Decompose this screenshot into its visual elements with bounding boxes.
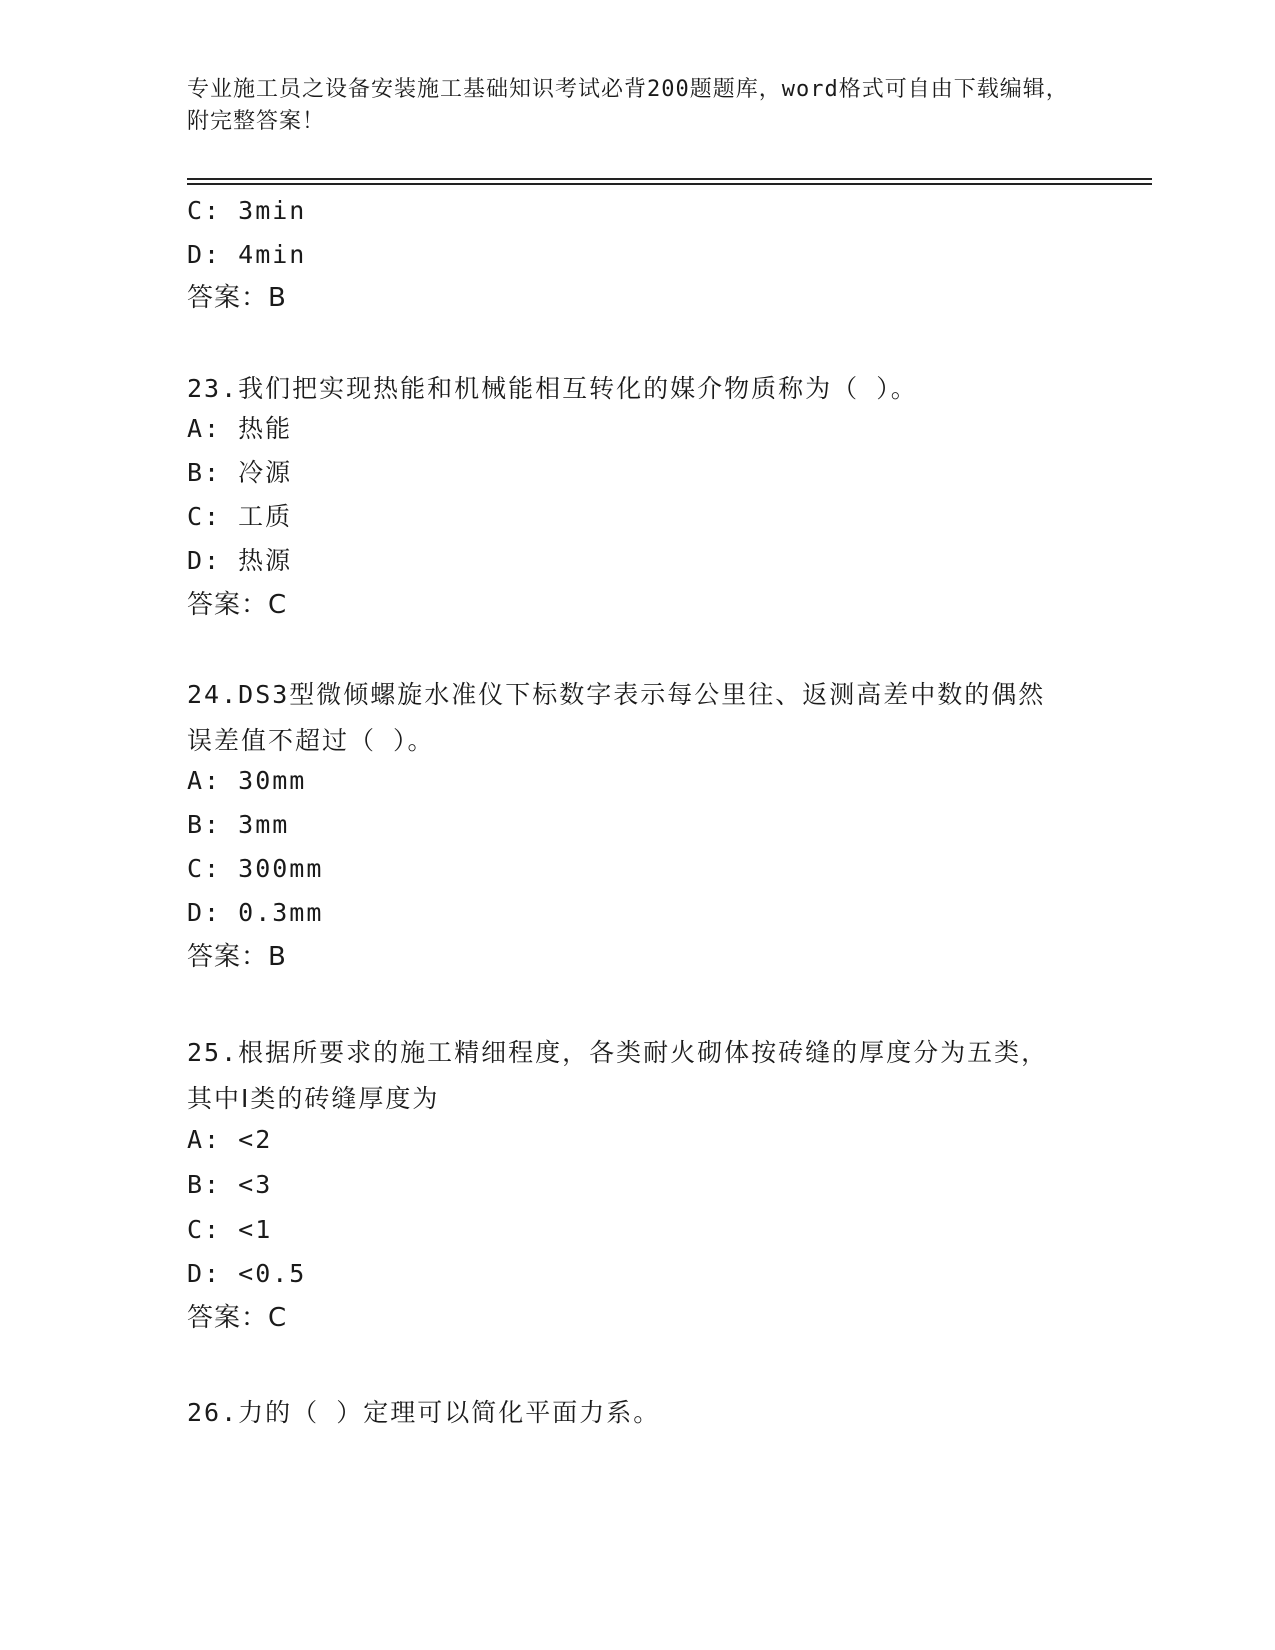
option-b: B: 冷源 — [187, 458, 293, 487]
header-divider-bottom — [187, 183, 1152, 185]
option-a: A: <2 — [187, 1125, 273, 1154]
header-divider-top — [187, 178, 1152, 180]
option-d: D: 4min — [187, 240, 307, 269]
option-c: C: 工质 — [187, 502, 293, 531]
option-c: C: <1 — [187, 1215, 273, 1244]
document-header: 专业施工员之设备安装施工基础知识考试必背200题题库，word格式可自由下载编辑，附完整答案！ — [187, 77, 1069, 134]
answer-line: 答案：B — [187, 283, 287, 313]
option-a: A: 30mm — [187, 766, 307, 795]
option-d: D: <0.5 — [187, 1259, 307, 1288]
option-b: B: 3mm — [187, 810, 290, 839]
option-d: D: 0.3mm — [187, 898, 324, 927]
question-26: 26.力的（ ）定理可以简化平面力系。 — [187, 1398, 661, 1427]
option-c: C: 300mm — [187, 854, 324, 883]
question-24: 24.DS3型微倾螺旋水准仪下标数字表示每公里往、返测高差中数的偶然误差值不超过（ ）。 — [187, 680, 1046, 755]
answer-line: 答案：C — [187, 590, 288, 620]
question-25: 25.根据所要求的施工精细程度，各类耐火砌体按砖缝的厚度分为五类，其中Ⅰ类的砖缝厚度为 — [187, 1038, 1049, 1113]
option-a: A: 热能 — [187, 414, 293, 443]
option-b: B: <3 — [187, 1170, 273, 1199]
answer-line: 答案：B — [187, 942, 287, 972]
option-d: D: 热源 — [187, 546, 293, 575]
answer-line: 答案：C — [187, 1303, 288, 1333]
option-c: C: 3min — [187, 196, 307, 225]
question-23: 23.我们把实现热能和机械能相互转化的媒介物质称为（ ）。 — [187, 374, 918, 403]
